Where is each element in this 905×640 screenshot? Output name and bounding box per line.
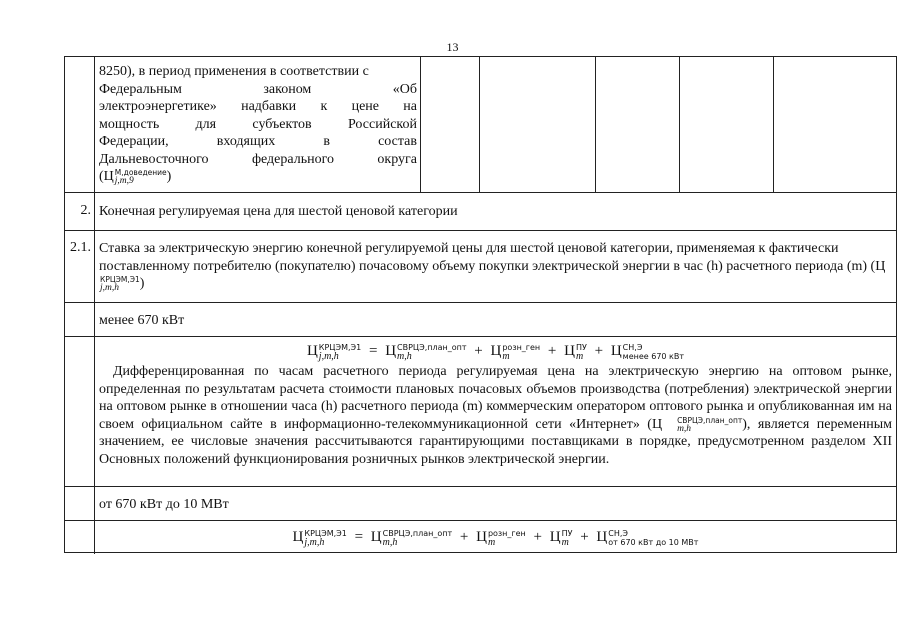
formula-subscript: m xyxy=(561,536,569,548)
formula-subscript: j,m,h xyxy=(318,350,339,362)
formula-superscript: СВРЦЭ,план_опт xyxy=(382,528,453,538)
formula-operator: + xyxy=(594,343,604,359)
formula-operator: + xyxy=(533,529,542,545)
formula-symbol: Ц xyxy=(596,529,608,545)
formula-subscript: m xyxy=(487,536,496,548)
row-number-cell xyxy=(65,303,95,336)
formula-subscript: m,h xyxy=(382,536,398,548)
row1-description xyxy=(99,63,417,186)
formula-subscript: j,m,h xyxy=(304,536,325,548)
symbol-subscript: j,m,9 xyxy=(114,175,134,186)
table-row xyxy=(65,231,896,303)
formula-operator: + xyxy=(580,529,589,545)
formula-indices xyxy=(319,343,361,361)
symbol-close: ) xyxy=(139,276,145,291)
formula-indices xyxy=(502,343,540,361)
table-row xyxy=(65,193,896,231)
symbol-base: (Ц xyxy=(99,169,114,184)
symbol-indices xyxy=(663,417,742,433)
formula-superscript: ПУ xyxy=(575,342,587,352)
formula-superscript: СВРЦЭ,план_опт xyxy=(397,342,467,352)
symbol-superscript: КРЦЭМ,Э1 xyxy=(100,274,140,284)
row1-line: мощность для субъектов Российской xyxy=(99,116,417,132)
formula-subscript: m xyxy=(575,350,584,362)
formula-operator: + xyxy=(547,343,557,359)
column-divider xyxy=(773,57,774,192)
table-row xyxy=(65,487,896,521)
column-divider xyxy=(420,57,421,192)
formula-superscript: КРЦЭМ,Э1 xyxy=(304,528,347,538)
formula-superscript: розн_ген xyxy=(502,342,541,352)
table-row xyxy=(65,337,896,487)
explanation-text: Дифференцированная по часам расчетного периода регулируемая цена на электрическую энергию на оптовом рынке, определенная по результатам расчета стоимости плановых почасовых объемов производства (потребления) электрической энергии на оптовом рынке в отношении часа (h) расчетного периода (m) коммерческим оператором оптового рынка и опубликованная им на своем официальном сайте в информационно-телекоммуникационной сети «Интернет» (Ц xyxy=(99,364,892,432)
row2-text: Конечная регулируемая цена для шестой ценовой категории xyxy=(99,204,458,219)
formula-symbol: Ц xyxy=(549,529,561,545)
row1-symbol-line xyxy=(99,168,417,186)
row4-text: менее 670 кВт xyxy=(99,313,185,328)
formula-symbol: Ц xyxy=(370,529,382,545)
page-number: 13 xyxy=(446,40,459,54)
column-divider xyxy=(595,57,596,192)
symbol-superscript: М,доведение xyxy=(114,167,167,177)
row5-content xyxy=(99,341,892,469)
formula-indices xyxy=(383,529,453,547)
formula-operator: + xyxy=(474,343,483,359)
symbol-subscript: m,h xyxy=(677,423,692,434)
row1-line: электроэнергетике» надбавки к цене на xyxy=(99,99,417,114)
symbol-indices xyxy=(115,169,167,185)
formula-symbol: Ц xyxy=(490,343,502,359)
price-formula xyxy=(99,527,892,547)
symbol-indices xyxy=(100,276,140,292)
formula-indices xyxy=(562,529,573,547)
row1-line: 8250), в период применения в соответствии с xyxy=(99,64,369,79)
column-divider xyxy=(679,57,680,192)
explanation-text: ), является переменным значением, ее числовые значения рассчитываются гарантирующими поставщиками в порядке, предусмотренном разделом XII Основных положений функционирования розничных рынков электрической энергии. xyxy=(99,416,892,467)
formula-symbol: Ц xyxy=(476,529,487,545)
formula-superscript: ПУ xyxy=(561,528,573,538)
tariff-table xyxy=(64,56,897,553)
symbol-close: ) xyxy=(166,169,172,184)
formula-symbol: Ц xyxy=(385,343,397,359)
formula-operator: = xyxy=(354,529,364,545)
row-number-cell xyxy=(65,521,95,554)
row-number-cell xyxy=(65,57,95,192)
row-number: 2. xyxy=(65,193,95,230)
symbol-subscript: j,m,h xyxy=(100,282,119,293)
row1-line: Федеральным законом «Об xyxy=(99,81,417,97)
table-row xyxy=(65,57,896,193)
formula-indices xyxy=(576,343,587,361)
table-row xyxy=(65,521,896,554)
formula-indices xyxy=(623,343,684,361)
row3-description xyxy=(99,240,892,293)
formula-symbol: Ц xyxy=(292,529,304,545)
formula-subscript: менее 670 кВт xyxy=(622,351,685,361)
formula-subscript: m xyxy=(502,350,510,362)
row6-text: от 670 кВт до 10 МВт xyxy=(99,497,229,512)
formula-superscript: КРЦЭМ,Э1 xyxy=(318,342,362,352)
formula-subscript: m,h xyxy=(397,350,412,362)
row1-line: Дальневосточного федерального округа xyxy=(99,151,417,167)
row7-content xyxy=(99,527,892,549)
formula-symbol: Ц xyxy=(610,343,622,359)
formula-symbol: Ц xyxy=(564,343,575,359)
formula-symbol: Ц xyxy=(306,343,318,359)
formula-superscript: СН,Э xyxy=(622,342,643,352)
symbol-superscript: СВРЦЭ,план_опт xyxy=(677,415,743,425)
row1-line: Федерации, входящих в состав xyxy=(99,134,417,149)
formula-indices xyxy=(608,529,698,547)
formula-superscript: СН,Э xyxy=(608,528,628,538)
formula-superscript: розн_ген xyxy=(487,528,526,538)
formula-indices xyxy=(488,529,526,547)
price-explanation xyxy=(99,363,892,469)
formula-indices xyxy=(397,343,467,361)
table-row xyxy=(65,303,896,337)
row-number-cell xyxy=(65,487,95,520)
formula-operator: + xyxy=(459,529,469,545)
price-formula xyxy=(99,341,892,361)
formula-indices xyxy=(304,529,346,547)
row-number: 2.1. xyxy=(65,231,95,302)
row-number-cell xyxy=(65,337,95,486)
column-divider xyxy=(479,57,480,192)
formula-operator: = xyxy=(368,343,378,359)
row3-text: Ставка за электрическую энергию конечной регулируемой цены для шестой ценовой категории, применяемая к фактически поставленному потребителю (покупателю) почасовому объему покупки электрической энергии в час (h) расчетного периода (m) (Ц xyxy=(99,241,886,274)
formula-subscript: от 670 кВт до 10 МВт xyxy=(608,537,699,547)
